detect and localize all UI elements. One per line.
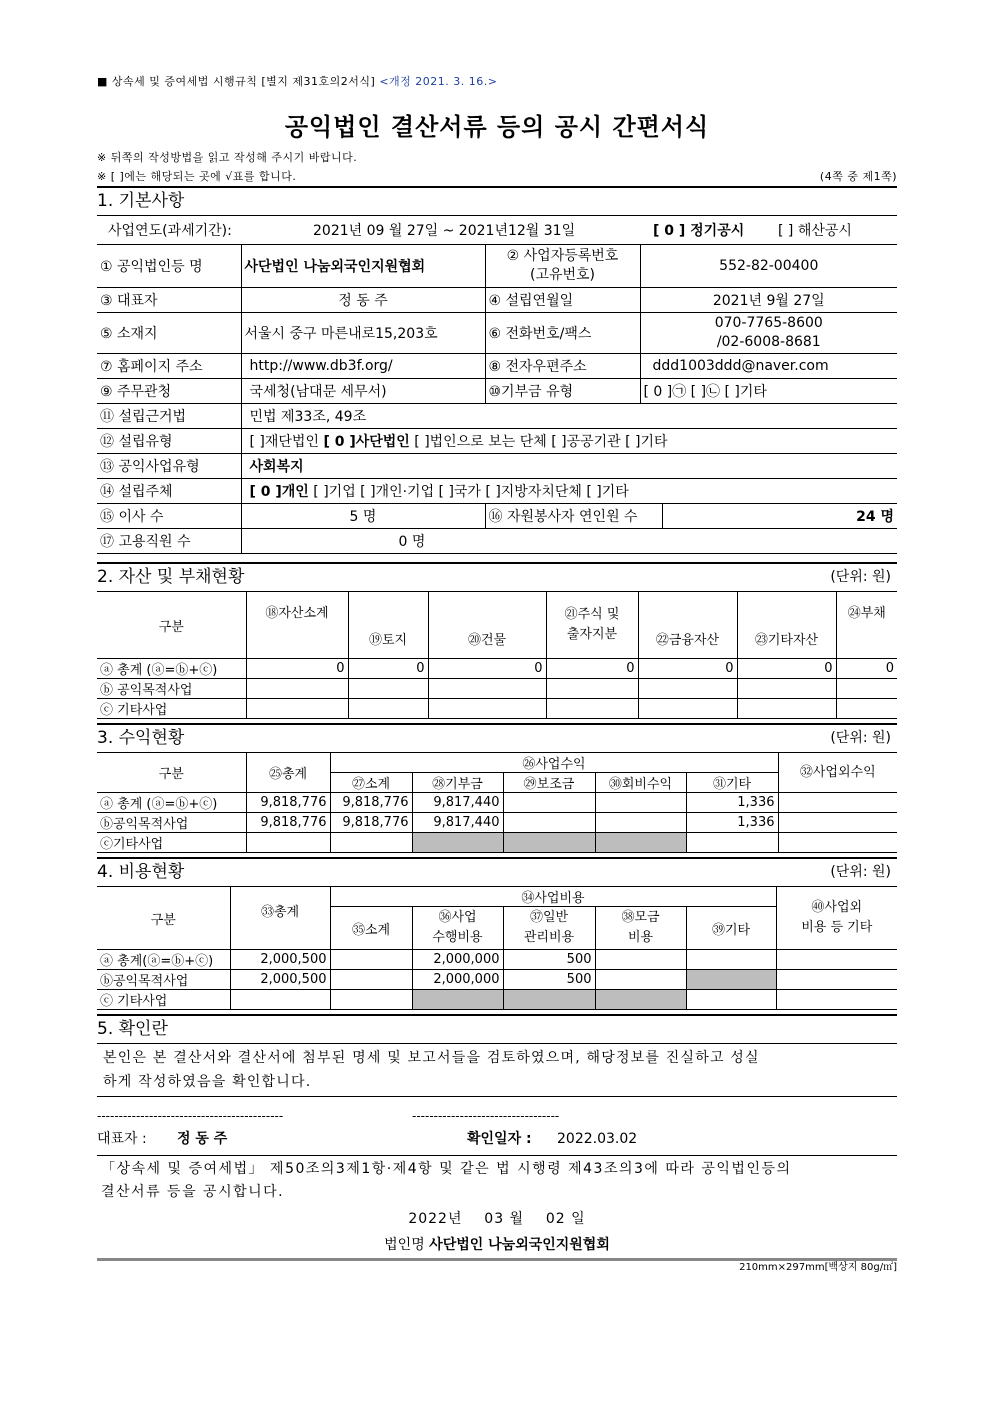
section-revenue-title: 3. 수익현황 (단위: 원) (97, 728, 891, 748)
page-indicator: (4쪽 중 제1쪽) (819, 170, 897, 183)
phone-fax: 070-7765-8600 /02-6008-8681 (640, 313, 897, 354)
dissolution-disclosure-check: [ ] 해산공시 (778, 223, 852, 239)
regular-disclosure-check: [ 0 ] 정기공시 (653, 223, 745, 239)
assets-row-public: ⓑ 공익목적사업 (97, 679, 897, 699)
public-biz-type: 사회복지 (241, 454, 897, 479)
volunteer-count: 24 명 (662, 504, 897, 529)
confirm-date: 2022.03.02 (557, 1131, 638, 1147)
law-row: ⑪ 설립근거법 민법 제33조, 49조 (97, 404, 897, 429)
signature-row: 대표자 : 정 동 주 확인일자 : 2022.03.02 (97, 1123, 897, 1155)
establish-date: 2021년 9월 27일 (640, 288, 897, 313)
assets-table (97, 591, 897, 719)
expense-row-other: ⓒ 기타사업 (97, 990, 897, 1010)
revenue-row-other: ⓒ기타사업 (97, 833, 897, 853)
biztype-row: ⑬ 공익사업유형 사회복지 (97, 454, 897, 479)
rep-row: ③ 대표자 정 동 주 ④ 설립연월일 2021년 9월 27일 (97, 288, 897, 313)
section-expense-title: 4. 비용현황 (단위: 원) (97, 862, 891, 882)
homepage-row: ⑦ 홈페이지 주소 http://www.db3f.org/ ⑧ 전자우편주소 ddd1003ddd@naver.com (97, 354, 897, 379)
directors-row: ⑮ 이사 수 5 명 ⑯ 자원봉사자 연인원 수 24 명 (97, 504, 897, 529)
address-row: ⑤ 소재지 서울시 중구 마른내로15,203호 ⑥ 전화번호/팩스 070-7765-8600 /02-6008-8681 (97, 313, 897, 354)
note-read: ※ 뒤쪽의 작성방법을 읽고 작성해 주시기 바랍니다. (97, 151, 358, 164)
assets-row-other: ⓒ 기타사업 (97, 699, 897, 719)
assets-header: 구분 ⑱자산소계 ⑲토지 ⑳건물 ㉑주식 및 출자지분 ㉒금융자산 ㉓기타자산 ㉔부채 (97, 592, 897, 659)
period-value: 2021년 09 월 27일 ~ 2021년12월 31일 (313, 223, 576, 239)
form-page (97, 72, 897, 1275)
confirmation-text: 본인은 본 결산서와 결산서에 첨부된 명세 및 보고서들을 검토하였으며, 해당정보를 진실하고 성실 하게 작성하였음을 확인합니다. (97, 1043, 897, 1097)
document-title: 공익법인 결산서류 등의 공시 간편서식 (284, 113, 710, 141)
founder-type: [ 0 ]개인 [ ]기업 [ ]개인·기업 [ ]국가 [ ]지방자치단체 [ ]기타 (241, 479, 897, 504)
authority: 국세청(남대문 세무서) (241, 379, 485, 404)
representative: 정 동 주 (241, 288, 485, 313)
signer-name: 정 동 주 (177, 1131, 228, 1147)
revenue-row-public: ⓑ공익목적사업 9,818,776 9,818,776 9,817,440 1,336 (97, 813, 897, 833)
expense-row-public: ⓑ공익목적사업 2,000,500 2,000,000 500 (97, 970, 897, 990)
establish-type: [ ]재단법인 [ 0 ]사단법인 [ ]법인으로 보는 단체 [ ]공공기관 [ ]기타 (241, 429, 897, 454)
disclosure-date: 2022년 03 월 02 일 (408, 1211, 586, 1227)
esttype-row: ⑫ 설립유형 [ ]재단법인 [ 0 ]사단법인 [ ]법인으로 보는 단체 [ ]공공기관 [ ]기타 (97, 429, 897, 454)
biz-reg-number: 552-82-00400 (640, 245, 897, 288)
name-row: ① 공익법인등 명 사단법인 나눔외국인지원협회 ② 사업자등록번호 (고유번호) 552-82-00400 (97, 245, 897, 288)
section-assets-title: 2. 자산 및 부채현황 (단위: 원) (97, 567, 891, 587)
authority-row: ⑨ 주무관청 국세청(남대문 세무서) ⑩기부금 유형 [ 0 ]㉠ [ ]㉡ [ ]기타 (97, 379, 897, 404)
employees-row: ⑰ 고용직원 수 0 명 (97, 529, 897, 554)
section-confirm-title: 5. 확인란 (97, 1019, 168, 1039)
donation-type: [ 0 ]㉠ [ ]㉡ [ ]기타 (640, 379, 897, 404)
corp-name: 사단법인 나눔외국인지원협회 (241, 245, 485, 288)
revenue-row-total: ⓐ 총계 (ⓐ=ⓑ+ⓒ) 9,818,776 9,818,776 9,817,440 1,336 (97, 793, 897, 813)
corporation-name: 법인명 사단법인 나눔외국인지원협회 (97, 1232, 897, 1261)
legal-basis: 민법 제33조, 49조 (241, 404, 897, 429)
email: ddd1003ddd@naver.com (640, 354, 897, 379)
assets-row-total: ⓐ 총계 (ⓐ=ⓑ+ⓒ) 0 0 0 0 0 0 0 (97, 659, 897, 679)
section-basic-title: 1. 기본사항 (97, 191, 185, 211)
note-check: ※ [ ]에는 해당되는 곳에 √표를 합니다. (4쪽 중 제1쪽) (97, 167, 897, 186)
signature-lines: ------------------------------------------- ---------------------------------- (97, 1109, 560, 1123)
director-count: 5 명 (241, 504, 485, 529)
expense-row-total: ⓐ 총계(ⓐ=ⓑ+ⓒ) 2,000,500 2,000,000 500 (97, 950, 897, 970)
revenue-table: 구분 ㉕총계 ㉖사업수익 ㉜사업외수익 ㉗소계 ㉘기부금 ㉙보조금 ㉚회비수익 ㉛기타 ⓐ 총계 (ⓐ=ⓑ+ⓒ) 9,818,776 9,818,776 9,817,440 1,336 ⓑ공익목적사업 9,818,776 9,818,776 9,817,440 1,336 ⓒ기타사업 (97, 752, 897, 853)
paper-spec: 210mm×297mm[백상지 80g/㎡] (739, 1262, 897, 1273)
expense-table: 구분 ㉝총계 ㉞사업비용 ㊵사업외 비용 등 기타 ㉟소계 ㊱사업 수행비용 ㊲일반 관리비용 ㊳모금 비용 ㊴기타 ⓐ 총계(ⓐ=ⓑ+ⓒ) 2,000,500 2,000,000 500 ⓑ공익목적사업 2,000,500 2,000,000 500 ⓒ 기타사업 (97, 886, 897, 1010)
address: 서울시 중구 마른내로15,203호 (241, 313, 485, 354)
closing-statement: 「상속세 및 증여세법」 제50조의3제1항·제4항 및 같은 법 시행령 제43조의3에 따라 공익법인등의 결산서류 등을 공시합니다. (97, 1155, 897, 1206)
form-reference: ■ 상속세 및 증여세법 시행규칙 [별지 제31호의2서식] <개정 2021. 3. 16.> (97, 75, 498, 88)
employee-count: 0 명 (398, 534, 426, 550)
revision-date: <개정 2021. 3. 16.> (379, 75, 498, 88)
founder-row: ⑭ 설립주체 [ 0 ]개인 [ ]기업 [ ]개인·기업 [ ]국가 [ ]지방자치단체 [ ]기타 (97, 479, 897, 504)
period-row: 사업연도(과세기간): 2021년 09 월 27일 ~ 2021년12월 31일 [ 0 ] 정기공시 [ ] 해산공시 (97, 216, 897, 245)
homepage-url: http://www.db3f.org/ (241, 354, 485, 379)
basic-info-table (97, 215, 897, 554)
